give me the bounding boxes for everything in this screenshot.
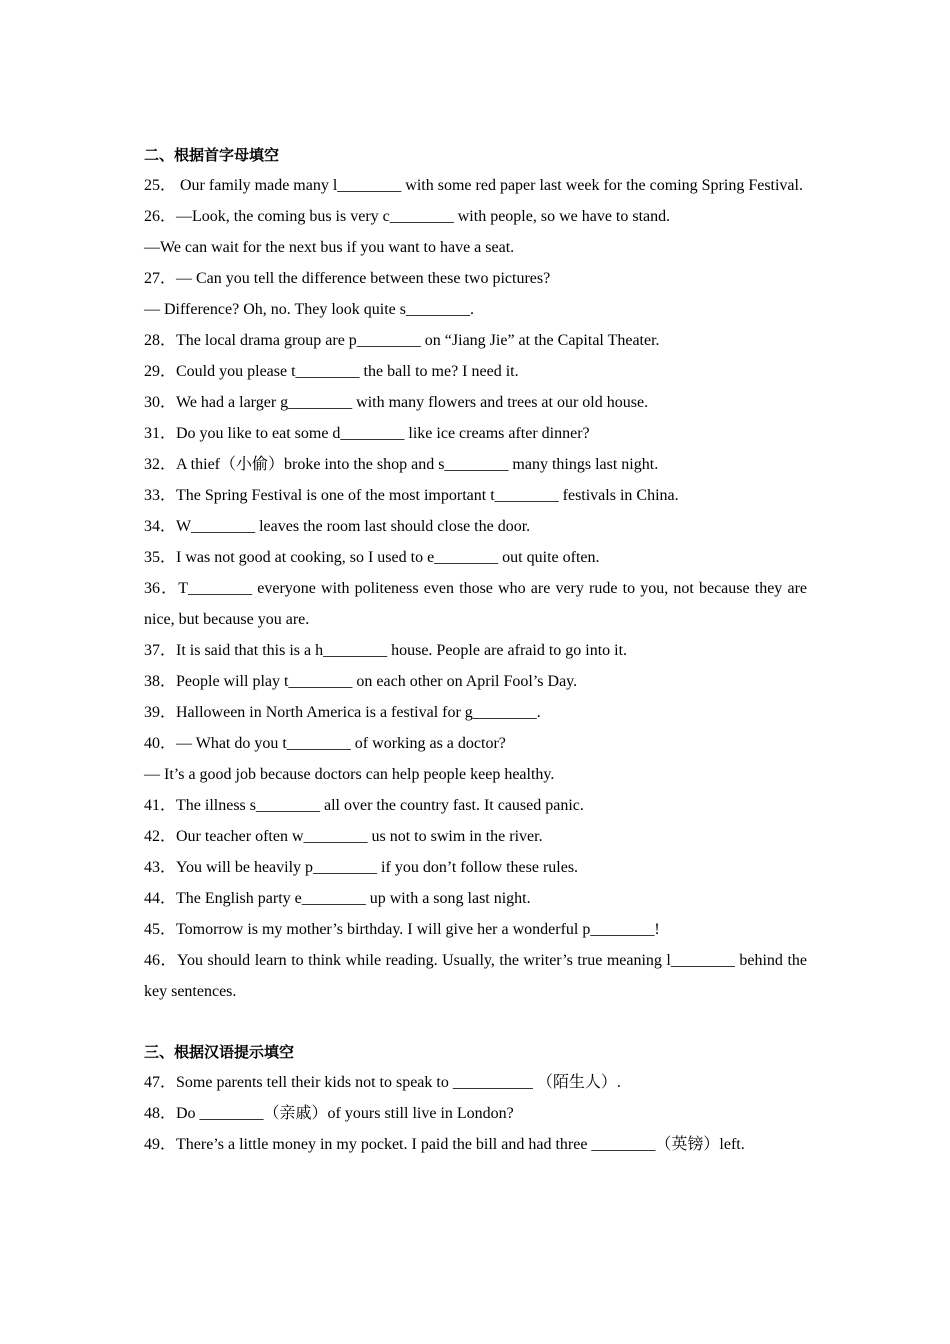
question-27: 27．— Can you tell the difference between these two pictures? bbox=[144, 270, 551, 287]
question-40: 40．— What do you t________ of working as a doctor? bbox=[144, 735, 506, 752]
question-37: 37．It is said that this is a h________ house. People are afraid to go into it. bbox=[144, 642, 628, 659]
question-29: 29．Could you please t________ the ball to me? I need it. bbox=[144, 363, 519, 380]
question-31: 31．Do you like to eat some d________ like ice creams after dinner? bbox=[144, 425, 590, 442]
question-41: 41．The illness s________ all over the country fast. It caused panic. bbox=[144, 797, 584, 814]
question-34: 34．W________ leaves the room last should close the door. bbox=[144, 518, 531, 535]
question-25: 25． Our family made many l________ with some red paper last week for the coming Spring Festival. bbox=[144, 177, 803, 194]
question-46: 46．You should learn to think while reading. Usually, the writer’s true meaning l________ behind the key sentences. bbox=[144, 952, 807, 1000]
section-title: 三、根据汉语提示填空 bbox=[144, 1043, 295, 1061]
question-42: 42．Our teacher often w________ us not to swim in the river. bbox=[144, 828, 543, 845]
question-45: 45．Tomorrow is my mother’s birthday. I will give her a wonderful p________! bbox=[144, 921, 660, 938]
question-49: 49．There’s a little money in my pocket. I paid the bill and had three ________（英镑）left. bbox=[144, 1136, 745, 1153]
question-30: 30．We had a larger g________ with many flowers and trees at our old house. bbox=[144, 394, 649, 411]
worksheet-page bbox=[144, 142, 807, 1160]
section-initial-letter bbox=[144, 142, 807, 1007]
question-33: 33．The Spring Festival is one of the most important t________ festivals in China. bbox=[144, 487, 679, 504]
section-chinese-hint bbox=[144, 1039, 807, 1160]
question-32: 32．A thief（小偷）broke into the shop and s________ many things last night. bbox=[144, 456, 659, 473]
question-43: 43．You will be heavily p________ if you don’t follow these rules. bbox=[144, 859, 579, 876]
question-40-reply: — It’s a good job because doctors can help people keep healthy. bbox=[144, 766, 555, 783]
question-48: 48．Do ________（亲戚）of yours still live in London? bbox=[144, 1105, 514, 1122]
question-39: 39．Halloween in North America is a festival for g________. bbox=[144, 704, 541, 721]
question-36: 36．T________ everyone with politeness even those who are very rude to you, not because they are nice, but because you are. bbox=[144, 580, 807, 628]
question-47: 47．Some parents tell their kids not to speak to __________ （陌生人）. bbox=[144, 1074, 621, 1091]
question-26: 26．—Look, the coming bus is very c________ with people, so we have to stand. bbox=[144, 208, 671, 225]
question-44: 44．The English party e________ up with a song last night. bbox=[144, 890, 531, 907]
question-27-reply: — Difference? Oh, no. They look quite s________. bbox=[144, 301, 475, 318]
question-28: 28．The local drama group are p________ on “Jiang Jie” at the Capital Theater. bbox=[144, 332, 660, 349]
section-title: 二、根据首字母填空 bbox=[144, 146, 280, 164]
question-26-reply: —We can wait for the next bus if you want to have a seat. bbox=[144, 239, 515, 256]
question-35: 35．I was not good at cooking, so I used to e________ out quite often. bbox=[144, 549, 600, 566]
question-38: 38．People will play t________ on each other on April Fool’s Day. bbox=[144, 673, 578, 690]
